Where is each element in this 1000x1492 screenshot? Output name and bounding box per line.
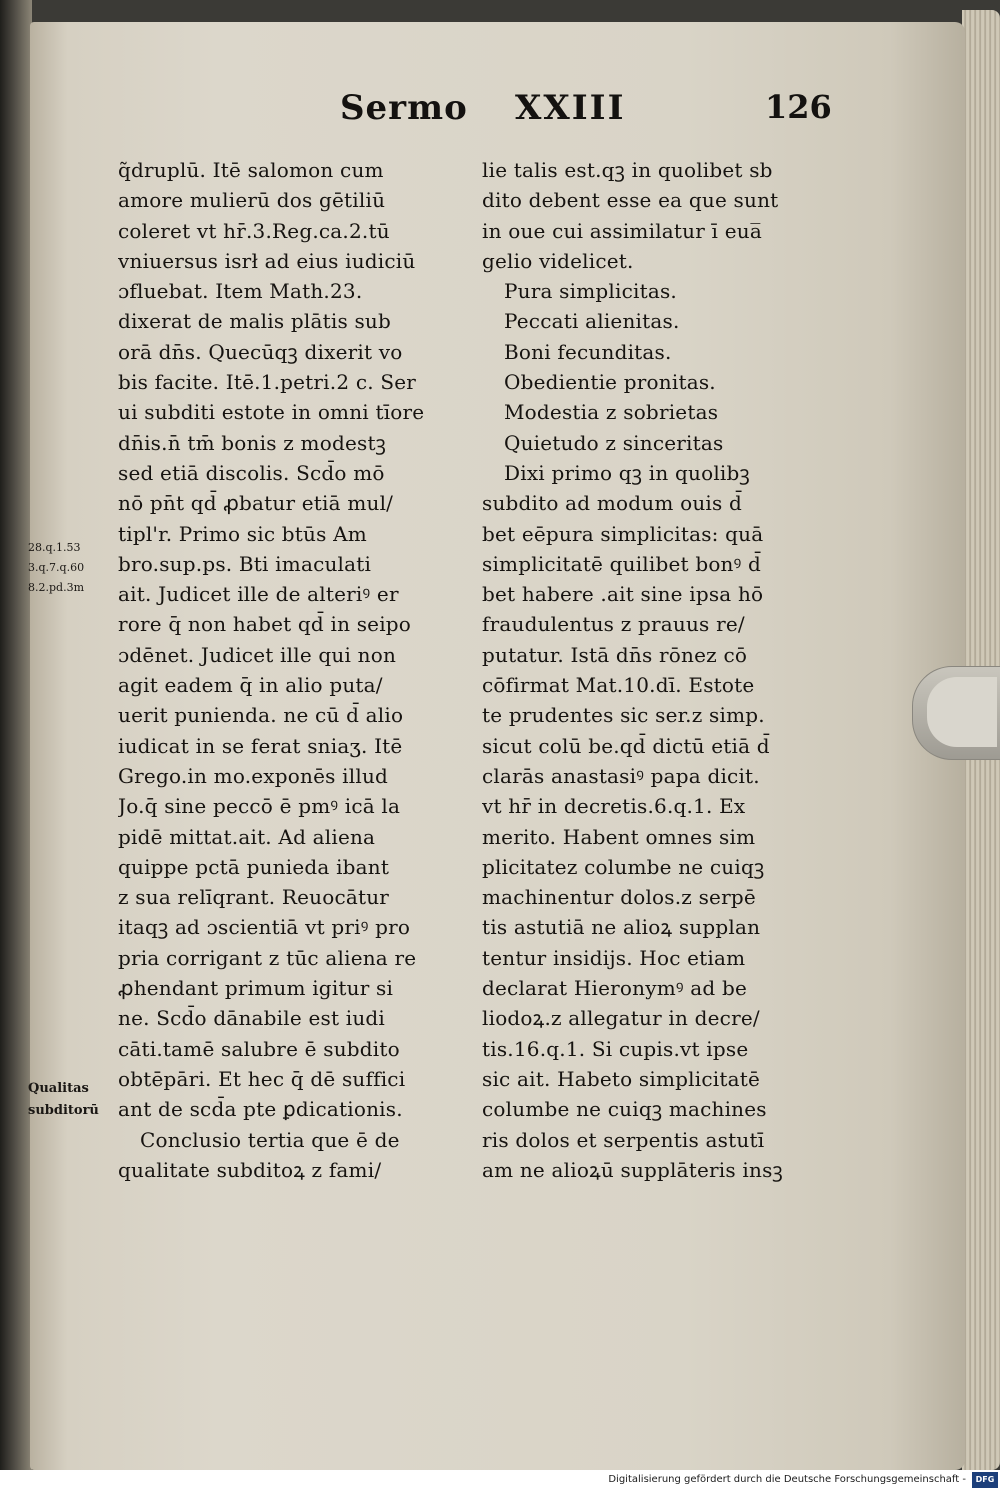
book-clip — [912, 666, 1000, 760]
text-line: Boni fecunditas. — [504, 339, 672, 364]
text-line: rore q̄ non habet qd̄ in seipo — [118, 612, 412, 637]
text-line: agit eadem q̄ in alio puta/ — [118, 673, 383, 698]
book-clip-inner — [927, 677, 997, 747]
text-line: Quietudo z sinceritas — [504, 430, 724, 455]
text-line: Conclusio tertia que ē de — [140, 1127, 400, 1152]
sermon-number: XXIII — [515, 88, 626, 128]
text-line: subdito ad modum ouis d̄ — [482, 491, 743, 516]
text-line: ꝓhendant primum igitur si — [118, 976, 394, 1001]
text-column-left — [118, 155, 463, 1185]
text-line: simplicitatē quilibet bonꝰ d̄ — [482, 551, 762, 576]
text-line: sicut colū be.qd̄ dictū etiā d̄ — [482, 733, 770, 758]
running-head: Sermo — [340, 88, 468, 128]
text-line: ɔdēnet. Judicet ille qui non — [118, 642, 397, 667]
text-line: in oue cui assimilatur ī eua̅ — [482, 218, 762, 243]
text-line: z sua relīqrant. Reuocātur — [118, 885, 390, 910]
text-line: sed etiā discolis. Scd̄o mō — [118, 460, 385, 485]
text-line: bro.sup.ps. Bti imaculati — [118, 551, 372, 576]
margin-heading-line: subditorū — [28, 1103, 99, 1118]
text-line: tis.16.q.1. Si cupis.vt ipse — [482, 1036, 749, 1061]
text-line: qualitate subditoꝝ z fami/ — [118, 1157, 382, 1182]
text-line: Dixi primo qꝫ in quolibꝫ — [504, 460, 750, 485]
text-line: Peccati alienitas. — [504, 309, 680, 334]
text-line: Obedientie pronitas. — [504, 370, 716, 395]
text-line: vniuersus isrł ad eius iudiciū — [118, 248, 416, 273]
text-line: pidē mittat.ait. Ad aliena — [118, 824, 376, 849]
text-line: ui subditi estote in omni tīore — [118, 400, 425, 425]
text-line: orā dn̄s. Quecūqꝫ dixerit vo — [118, 339, 403, 364]
margin-citation: 3.q.7.q.60 — [28, 561, 85, 574]
page-header — [340, 88, 840, 134]
folio-number: 126 — [765, 88, 832, 126]
text-line: lie talis est.qꝫ in quolibet sb — [482, 158, 773, 182]
text-line: nō pn̄t qd̄ ꝓbatur etiā mul/ — [118, 491, 394, 516]
text-line: coleret vt hr̄.3.Reg.ca.2.tū — [118, 218, 390, 243]
text-line: bet habere .ait sine ipsa hō — [482, 582, 764, 607]
text-line: pria corrigant z tūc aliena re — [118, 945, 417, 970]
text-line: uerit punienda. ne cū d̄ alio — [118, 703, 404, 728]
text-line: te prudentes sic ser.z simp. — [482, 703, 765, 728]
text-line: tipl'r. Primo sic btūs Am — [118, 521, 367, 546]
text-line: cāti.tamē salubre ē subdito — [118, 1036, 400, 1061]
text-line: am ne alioꝝū supplāteris insꝫ — [482, 1157, 783, 1182]
text-line: cōfirmat Mat.10.dī. Estote — [482, 673, 755, 698]
text-line: ris dolos et serpentis astutī — [482, 1127, 765, 1152]
text-line: gelio videlicet. — [482, 248, 634, 273]
text-line: clarās anastasiꝰ papa dicit. — [482, 763, 760, 788]
text-line: Grego.in mo.exponēs illud — [118, 763, 389, 788]
text-line: q̃druplū. Itē salomon cum — [118, 158, 384, 182]
text-line: sic ait. Habeto simplicitatē — [482, 1066, 760, 1091]
text-line: tentur insidijs. Hoc etiam — [482, 945, 746, 970]
text-line: bet eēpura simplicitas: quā — [482, 521, 764, 546]
text-line: merito. Habent omnes sim — [482, 824, 756, 849]
margin-citation: 28.q.1.53 — [28, 541, 81, 554]
digitization-credit: Digitalisierung gefördert durch die Deutsche Forschungsgemeinschaft - — [604, 1472, 970, 1488]
text-line: tis astutiā ne alioꝝ supplan — [482, 915, 761, 940]
text-line: ant de scd̄a pte ꝑdicationis. — [118, 1097, 403, 1122]
text-line: ɔfluebat. Item Math.23. — [118, 279, 363, 304]
margin-heading — [28, 1078, 120, 1122]
margin-citations — [28, 538, 120, 598]
text-line: declarat Hieronymꝰ ad be — [482, 976, 747, 1001]
text-line: dito debent esse ea que sunt — [482, 188, 779, 213]
text-line: amore mulierū dos gētiliū — [118, 188, 386, 213]
text-line: iudicat in se ferat sniaʒ. Itē — [118, 733, 403, 758]
text-line: putatur. Istā dn̄s rōnez cō — [482, 642, 748, 667]
book-spine-edge — [0, 0, 32, 1470]
text-line: Modestia z sobrietas — [504, 400, 719, 425]
margin-heading-line: Qualitas — [28, 1081, 89, 1096]
text-line: obtēpāri. Et hec q̄ dē suffici — [118, 1066, 406, 1091]
text-line: columbe ne cuiqꝫ machines — [482, 1097, 767, 1122]
text-column-right — [482, 155, 827, 1185]
text-line: dixerat de malis plātis sub — [118, 309, 392, 334]
text-line: dn̄is.n̄ tm̄ bonis z modestꝫ — [118, 430, 387, 455]
text-line: bis facite. Itē.1.petri.2 c. Ser — [118, 370, 417, 395]
text-line: vt hr̄ in decretis.6.q.1. Ex — [482, 794, 746, 819]
text-line: itaqꝫ ad ɔscientiā vt priꝰ pro — [118, 915, 411, 940]
text-line: plicitatez columbe ne cuiqꝫ — [482, 854, 765, 879]
text-line: Pura simplicitas. — [504, 279, 677, 304]
text-line: Jo.q̄ sine peccō ē pmꝰ icā la — [118, 794, 401, 819]
text-line: ne. Scd̄o dānabile est iudi — [118, 1006, 386, 1031]
text-line: ait. Judicet ille de alteriꝰ er — [118, 582, 399, 607]
text-line: quippe pctā punieda ibant — [118, 854, 390, 879]
text-line: machinentur dolos.z serpē — [482, 885, 756, 910]
margin-citation: 8.2.pd.3m — [28, 581, 84, 594]
dfg-logo: DFG — [972, 1472, 998, 1488]
text-line: fraudulentus z prauus re/ — [482, 612, 745, 637]
text-line: liodoꝝ.z allegatur in decre/ — [482, 1006, 760, 1031]
